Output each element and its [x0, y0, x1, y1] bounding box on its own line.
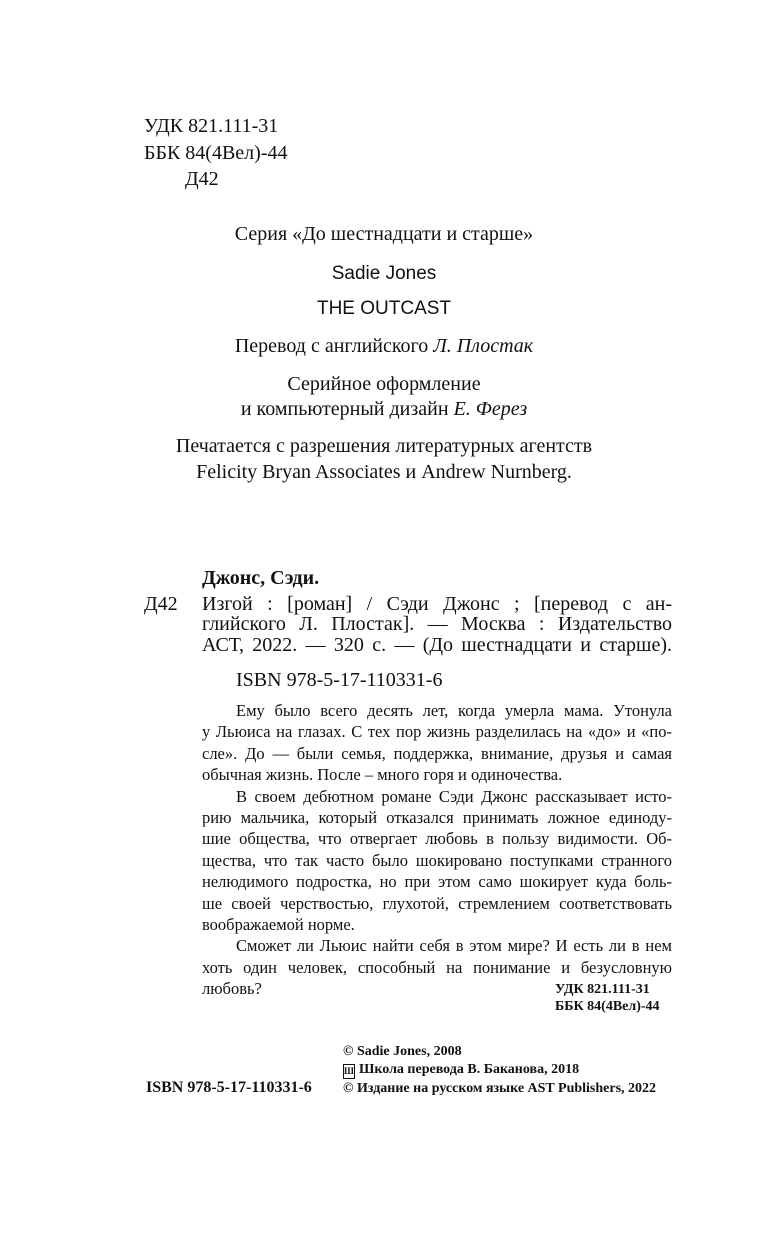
original-title: THE OUTCAST: [316, 298, 452, 319]
annotation-line: Ему было всего десять лет, когда умерла мама. Утонула: [236, 701, 672, 720]
annotation-line: нелюдимого подростка, но при этом само шокирует куда боль-: [202, 872, 672, 892]
bbk-code-top: ББК 84(4Вел)-44: [144, 142, 288, 164]
series-line: Серия «До шестнадцати и старше»: [234, 223, 534, 245]
annotation-line: воображаемой норме.: [202, 915, 355, 935]
copyright-author: © Sadie Jones, 2008: [343, 1044, 462, 1059]
annotation-line: любовь?: [202, 979, 262, 999]
annotation-line: хоть один человек, способный на понимание и безусловную: [202, 957, 672, 977]
translator-name: Л. Плостак: [433, 335, 534, 357]
copyright-translation-text: Школа перевода В. Баканова, 2018: [359, 1062, 580, 1077]
bbk-code-bottom: ББК 84(4Вел)-44: [555, 999, 660, 1014]
annotation-line: сле». До — были семья, поддержка, внимание, друзья и самая: [202, 743, 672, 763]
copyright-translation: [343, 1060, 579, 1079]
catalog-isbn: ISBN 978-5-17-110331-6: [236, 669, 443, 691]
catalog-entry-line2: глийского Л. Плостак]. — Москва : Издательство: [202, 613, 672, 635]
annotation-line: щества, что так часто было шокировано поступками странного: [202, 850, 672, 870]
translation-credit: [0, 333, 768, 359]
original-author: Sadie Jones: [331, 263, 437, 284]
translation-school-icon: Ш: [343, 1064, 355, 1079]
permission-line2: Felicity Bryan Associates и Andrew Nurnberg.: [196, 461, 572, 483]
permission-line1: Печатается с разрешения литературных агентств: [175, 435, 593, 457]
annotation-line: ше своей черствостью, глухотой, стремлением соответствовать: [202, 893, 672, 913]
design-credit-line1: Серийное оформление: [287, 373, 481, 395]
catalog-entry-line3: АСТ, 2022. — 320 с. — (До шестнадцати и старше).: [202, 634, 672, 656]
annotation-line: В своем дебютном романе Сэди Джонс рассказывает исто-: [236, 786, 672, 806]
udk-code-top: УДК 821.111-31: [144, 115, 279, 137]
design-prefix: и компьютерный дизайн: [240, 398, 454, 420]
author-mark-top: Д42: [185, 168, 219, 190]
designer-name: Е. Ферез: [453, 398, 528, 420]
annotation-paragraph-1: [202, 700, 672, 786]
annotation-paragraph-2: [202, 786, 672, 936]
translation-prefix: Перевод с английского: [234, 335, 434, 357]
annotation: [202, 700, 672, 1000]
annotation-line: Сможет ли Льюис найти себя в этом мире? И есть ли в нем: [236, 936, 672, 956]
catalog-author-mark: Д42: [144, 593, 178, 615]
catalog-author-heading: Джонс, Сэди.: [202, 567, 320, 589]
annotation-line: шие общества, что отвергает любовь в пользу видимости. Об-: [202, 829, 672, 849]
catalog-entry-line1: Изгой : [роман] / Сэди Джонс ; [перевод с ан-: [202, 593, 672, 615]
design-credit-line2: [0, 396, 768, 422]
annotation-line: обычная жизнь. После – много горя и одиночества.: [202, 765, 563, 785]
copyright-edition: © Издание на русском языке AST Publishers, 2022: [343, 1081, 657, 1096]
annotation-line: рию мальчика, который отказался принимать ложное единоду-: [202, 808, 672, 828]
isbn-bottom: ISBN 978-5-17-110331-6: [146, 1079, 312, 1096]
annotation-line: у Льюиса на глазах. С тех пор жизнь разделилась на «до» и «по-: [202, 722, 672, 742]
udk-code-bottom: УДК 821.111-31: [555, 982, 650, 997]
